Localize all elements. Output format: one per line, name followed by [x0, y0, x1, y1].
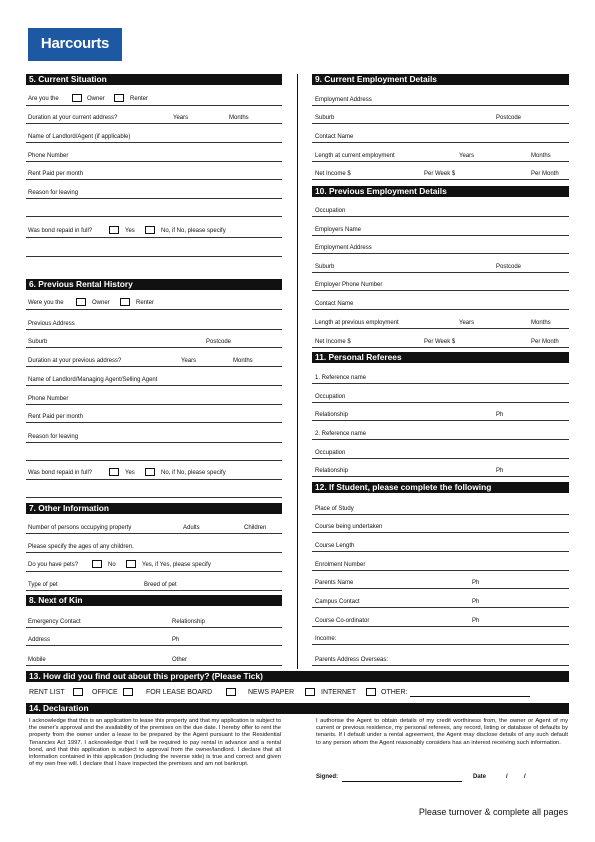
ph-label: Ph: [472, 618, 480, 624]
current-rent-field[interactable]: [26, 164, 282, 180]
bond-label: Was bond repaid in full?: [28, 470, 93, 476]
referee-1-relationship-field[interactable]: [312, 405, 569, 421]
current-bond-yes-checkbox[interactable]: [109, 226, 119, 234]
pets-yes-checkbox[interactable]: [126, 560, 136, 568]
previous-bond-specify-line[interactable]: [26, 482, 282, 498]
coordinator-label: Course Co-ordinator: [315, 618, 370, 624]
employment-address-label: Employment Address: [315, 97, 372, 103]
ages-label: Please specify the ages of any children.: [28, 544, 134, 550]
campus-contact-field[interactable]: [312, 592, 569, 608]
prev-length-field[interactable]: [312, 313, 569, 329]
months-label: Months: [531, 320, 551, 326]
years-label: Years: [459, 320, 475, 326]
no-label: No, if No, please specify: [161, 470, 226, 476]
previous-owner-checkbox[interactable]: [76, 298, 86, 306]
previous-suburb-field[interactable]: [26, 332, 282, 348]
signed-label: Signed:: [316, 774, 338, 780]
bond-label: Was bond repaid in full?: [28, 228, 93, 234]
internet-checkbox[interactable]: [366, 688, 376, 696]
address-label: Address: [28, 637, 51, 643]
lease-board-checkbox[interactable]: [226, 688, 236, 696]
duration-label: Duration at your previous address?: [28, 358, 122, 364]
were-you-label: Were you the: [28, 300, 64, 306]
rent-list-label: RENT LIST: [29, 689, 65, 696]
previous-bond-no-checkbox[interactable]: [145, 468, 155, 476]
previous-duration-field[interactable]: [26, 351, 282, 367]
current-owner-renter-row: [26, 90, 282, 106]
net-income-label: Net Income $: [315, 171, 351, 177]
per-month-label: Per Month: [531, 339, 559, 345]
section-10-header: 10. Previous Employment Details: [312, 186, 569, 197]
date-separator-1: /: [506, 774, 508, 780]
current-owner-checkbox[interactable]: [72, 94, 82, 102]
children-ages-field[interactable]: [26, 537, 282, 553]
income-label: Income:: [315, 636, 337, 642]
employer-label: Employers Name: [315, 227, 362, 233]
prev-employment-address-field[interactable]: [312, 238, 569, 254]
length-label: Length at current employment: [315, 153, 395, 159]
section-14-header: 14. Declaration: [26, 703, 569, 714]
yes-label: Yes, if Yes, please specify: [142, 562, 211, 568]
kin-address-field[interactable]: [26, 630, 282, 646]
course-length-field[interactable]: [312, 536, 569, 552]
postcode-label: Postcode: [496, 264, 522, 270]
footer-note: Please turnover & complete all pages: [418, 807, 568, 817]
prev-suburb-field[interactable]: [312, 257, 569, 273]
declaration-left-text: I acknowledge that this is an application to lease this property and that my application is subject to the owner's approval and the availability of the premises on the due date. I hereby offer to rent the property from the owner under a lease to be prepared by the Agent pursuant to the Residential Tenancies Act 1997. I acknowledge that I will be required to pay rental in advance and a rental bond, and that this application is subject to approval from the owner/landlord. I declare that all information contained in this application (including the reverse side) is true and correct and given of my own free will. I declare that I have inspected the premises and am not bankrupt.: [29, 718, 281, 768]
contact-label: Contact Name: [315, 134, 354, 140]
employment-contact-field[interactable]: [312, 127, 569, 143]
persons-field[interactable]: [26, 518, 282, 534]
phone-label: Phone Number: [28, 396, 69, 402]
renter-label: Renter: [130, 96, 149, 102]
employment-address-label: Employment Address: [315, 245, 372, 251]
income-field[interactable]: [312, 629, 569, 645]
per-week-label: Per Week $: [424, 339, 456, 345]
parents-name-field[interactable]: [312, 573, 569, 589]
years-label: Years: [173, 115, 189, 121]
referee-2-relationship-field[interactable]: [312, 461, 569, 477]
current-bond-no-checkbox[interactable]: [145, 226, 155, 234]
months-label: Months: [229, 115, 249, 121]
overseas-address-field[interactable]: [312, 650, 569, 666]
duration-label: Duration at your current address?: [28, 115, 118, 121]
prev-occupation-field[interactable]: [312, 201, 569, 217]
ph-label: Ph: [496, 412, 504, 418]
contact-label: Emergency Contact: [28, 619, 81, 625]
rent-label: Rent Paid per month: [28, 171, 84, 177]
previous-owner-renter-row: [26, 294, 282, 310]
overseas-label: Parents Address Overseas:: [315, 657, 389, 663]
persons-label: Number of persons occupying property: [28, 525, 132, 531]
years-label: Years: [181, 358, 197, 364]
section-9-header: 9. Current Employment Details: [312, 74, 569, 85]
per-month-label: Per Month: [531, 171, 559, 177]
referee-1-occupation-field[interactable]: [312, 387, 569, 403]
owner-label: Owner: [92, 300, 110, 306]
kin-mobile-field[interactable]: [26, 650, 282, 666]
owner-label: Owner: [87, 96, 105, 102]
place-label: Place of Study: [315, 506, 354, 512]
yes-label: Yes: [125, 228, 135, 234]
referee-1-name-field[interactable]: [312, 368, 569, 384]
occupation-label: Occupation: [315, 394, 346, 400]
suburb-label: Suburb: [28, 339, 48, 345]
internet-label: INTERNET: [321, 689, 356, 696]
ph-label: Ph: [472, 599, 480, 605]
relationship-label: Relationship: [315, 468, 349, 474]
employment-length-field[interactable]: [312, 146, 569, 162]
prev-contact-field[interactable]: [312, 294, 569, 310]
previous-rent-field[interactable]: [26, 407, 282, 423]
newspaper-label: NEWS PAPER: [248, 689, 295, 696]
employment-income-field[interactable]: [312, 164, 569, 180]
postcode-label: Postcode: [206, 339, 232, 345]
current-bond-row: [26, 222, 282, 238]
other-input-line[interactable]: [410, 696, 530, 697]
section-5-header: 5. Current Situation: [26, 74, 282, 85]
date-separator-2: /: [524, 774, 526, 780]
current-renter-checkbox[interactable]: [114, 94, 124, 102]
referee-2-occupation-field[interactable]: [312, 443, 569, 459]
place-of-study-field[interactable]: [312, 499, 569, 515]
reference-name-label: 2. Reference name: [315, 431, 367, 437]
occupation-label: Occupation: [315, 208, 346, 214]
harcourts-logo: [28, 28, 122, 58]
previous-landlord-field[interactable]: [26, 370, 282, 386]
employment-address-field[interactable]: [312, 90, 569, 106]
relationship-label: Relationship: [315, 412, 349, 418]
rent-label: Rent Paid per month: [28, 414, 84, 420]
prev-employer-field[interactable]: [312, 220, 569, 236]
referee-2-name-field[interactable]: [312, 424, 569, 440]
other-label: OTHER:: [381, 689, 408, 696]
office-checkbox[interactable]: [123, 688, 133, 696]
newspaper-checkbox[interactable]: [305, 688, 315, 696]
rent-list-checkbox[interactable]: [73, 688, 83, 696]
column-divider: [297, 74, 298, 669]
signature-line[interactable]: [342, 781, 462, 782]
previous-bond-yes-checkbox[interactable]: [109, 468, 119, 476]
ph-label: Ph: [172, 637, 180, 643]
previous-reason-field[interactable]: [26, 427, 282, 443]
section-6-header: 6. Previous Rental History: [26, 279, 282, 290]
occupation-label: Occupation: [315, 450, 346, 456]
campus-label: Campus Contact: [315, 599, 360, 605]
pet-type-field[interactable]: [26, 575, 282, 591]
pets-row: [26, 556, 282, 572]
section-7-header: 7. Other Information: [26, 503, 282, 514]
section-11-header: 11. Personal Referees: [312, 352, 569, 363]
months-label: Months: [531, 153, 551, 159]
current-phone-field[interactable]: [26, 146, 282, 162]
net-income-label: Net Income $: [315, 339, 351, 345]
current-duration-field[interactable]: [26, 108, 282, 124]
previous-address-field[interactable]: [26, 314, 282, 330]
enrolment-field[interactable]: [312, 555, 569, 571]
date-label: Date: [473, 774, 487, 780]
phone-label: Phone Number: [28, 153, 69, 159]
previous-phone-field[interactable]: [26, 389, 282, 405]
emergency-contact-field[interactable]: [26, 612, 282, 628]
previous-bond-row: [26, 464, 282, 480]
renter-label: Renter: [136, 300, 155, 306]
relationship-label: Relationship: [172, 619, 206, 625]
other-label: Other: [172, 657, 188, 663]
ph-label: Ph: [496, 468, 504, 474]
no-label: No, if No, please specify: [161, 228, 226, 234]
employment-suburb-field[interactable]: [312, 108, 569, 124]
suburb-label: Suburb: [315, 264, 335, 270]
children-label: Children: [244, 525, 267, 531]
course-label: Course being undertaken: [315, 524, 383, 530]
length-label: Length at previous employment: [315, 320, 399, 326]
postcode-label: Postcode: [496, 115, 522, 121]
pet-type-label: Type of pet: [28, 582, 58, 588]
current-reason-field[interactable]: [26, 183, 282, 199]
logo-underline: [28, 58, 122, 61]
per-week-label: Per Week $: [424, 171, 456, 177]
landlord-label: Name of Landlord/Agent (if applicable): [28, 134, 131, 140]
declaration-right-text: I authorise the Agent to obtain details of my credit worthiness from, the owner or Agent of my current or previous residence, my personal referees, any record, listing or database of defaults by tenants. If I default under a rental agreement, the Agent may disclose details of any such default to any person whom the Agent reasonably considers has an interest receiving such information.: [316, 718, 568, 746]
reason-label: Reason for leaving: [28, 434, 79, 440]
enrolment-label: Enrolment Number: [315, 562, 366, 568]
months-label: Months: [233, 358, 253, 364]
years-label: Years: [459, 153, 475, 159]
logo-text: Harcourts: [40, 34, 110, 52]
employer-phone-label: Employer Phone Number: [315, 282, 383, 288]
mobile-label: Mobile: [28, 657, 46, 663]
pets-label: Do you have pets?: [28, 562, 79, 568]
are-you-label: Are you the: [28, 96, 59, 102]
ph-label: Ph: [472, 580, 480, 586]
prev-employer-phone-field[interactable]: [312, 275, 569, 291]
pet-breed-label: Breed of pet: [144, 582, 177, 588]
section-13-header: 13. How did you find out about this property? (Please Tick): [26, 671, 569, 682]
prev-income-field[interactable]: [312, 332, 569, 348]
coordinator-field[interactable]: [312, 611, 569, 627]
previous-address-label: Previous Address: [28, 321, 75, 327]
current-landlord-field[interactable]: [26, 127, 282, 143]
no-label: No: [108, 562, 116, 568]
landlord-label: Name of Landlord/Managing Agent/Selling Agent: [28, 377, 158, 383]
section-8-header: 8. Next of Kin: [26, 595, 282, 606]
adults-label: Adults: [183, 525, 200, 531]
suburb-label: Suburb: [315, 115, 335, 121]
pets-no-checkbox[interactable]: [92, 560, 102, 568]
contact-label: Contact Name: [315, 301, 354, 307]
course-length-label: Course Length: [315, 543, 355, 549]
section-12-header: 12. If Student, please complete the following: [312, 482, 569, 493]
reason-label: Reason for leaving: [28, 190, 79, 196]
lease-board-label: FOR LEASE BOARD: [146, 689, 213, 696]
reference-name-label: 1. Reference name: [315, 375, 367, 381]
office-label: OFFICE: [92, 689, 118, 696]
course-field[interactable]: [312, 517, 569, 533]
current-reason-extra-line[interactable]: [26, 201, 282, 217]
previous-renter-checkbox[interactable]: [120, 298, 130, 306]
yes-label: Yes: [125, 470, 135, 476]
previous-reason-extra-line[interactable]: [26, 445, 282, 461]
current-bond-specify-line[interactable]: [26, 241, 282, 257]
parents-label: Parents Name: [315, 580, 354, 586]
